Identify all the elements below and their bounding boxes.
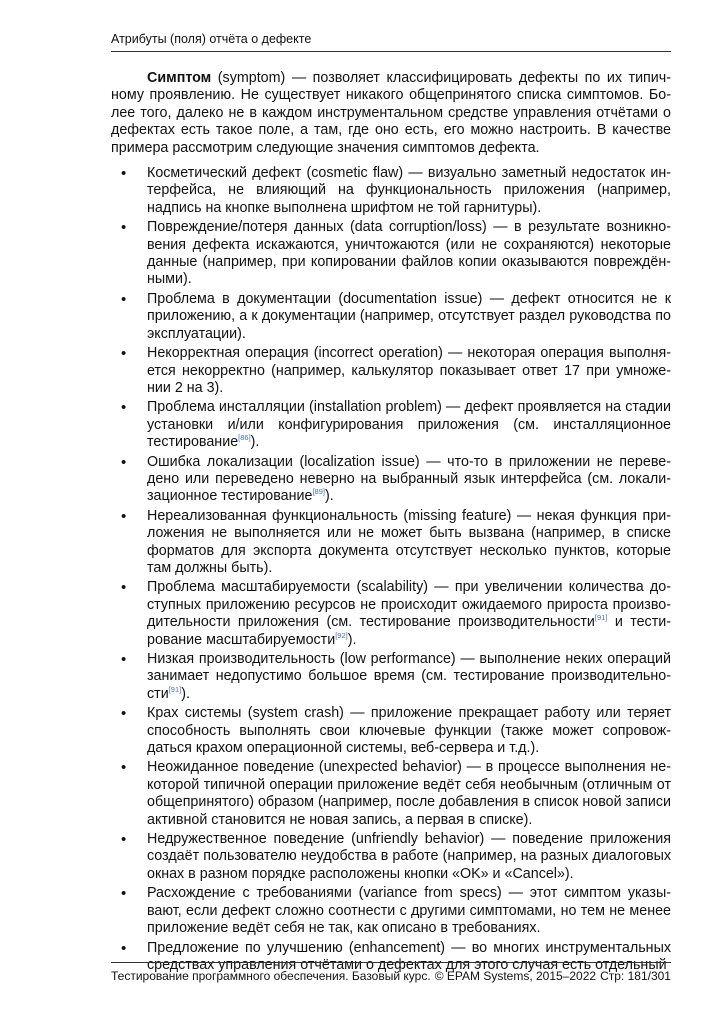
list-item: [111, 219, 671, 289]
list-item-text: Расхождение с требованиями (variance from specs) — этот симптом указывают, если дефект сложно соотнести с другими симптомами, но тем не менее приложение ведёт себя не так, как описано в требованиях.: [147, 885, 671, 937]
list-item: [111, 508, 671, 578]
footer-copyright: © EPAM Systems, 2015–2022: [434, 969, 597, 983]
list-item: [111, 705, 671, 757]
list-item-tail: ).: [181, 685, 190, 702]
list-item-text: Низкая производительность (low performance) — выполнение неких операций занимает недопустимо большое время (см. тестирование производительности: [147, 651, 671, 702]
list-item-text: Крах системы (system crash) — приложение прекращает работу или теряет способность выполнять свои ключевые функции (также может сопровождаться крахом операционной системы, веб-сервера и т.д.).: [147, 705, 671, 757]
list-item-text: Недружественное поведение (unfriendly behavior) — поведение приложения создаёт пользователю неудобства в работе (например, на разных диалоговых окнах в разном порядке расположены кнопки «OK» и «Cancel»).: [147, 831, 671, 882]
reference-link[interactable]: [92]: [335, 630, 348, 640]
list-item: [111, 831, 671, 883]
list-item-text: Проблема масштабируемости (scalability) — при увеличении количества доступных приложению ресурсов не происходит ожидаемого прироста производительности приложения (см. тестирование производительности: [147, 579, 671, 631]
list-item-text: Нереализованная функциональность (missing feature) — некая функция приложения не выполняется или не может быть вызвана (например, в списке форматов для экспорта документа отсутствует несколько пунктов, которые там должны быть).: [147, 507, 671, 576]
reference-link[interactable]: [89]: [312, 487, 325, 497]
list-item-tail: ).: [250, 434, 260, 451]
list-item-text: Предложение по улучшению (enhancement) — во многих инструментальных средствах управления отчётами о дефектах для этого случая есть отдельный: [147, 939, 671, 973]
page-footer: [111, 962, 671, 983]
list-item-tail: ).: [324, 488, 334, 505]
list-item: [111, 399, 671, 451]
list-item: [111, 165, 671, 217]
header-title: Атрибуты (поля) отчёта о дефекте: [111, 32, 312, 46]
footer-course: Тестирование программного обеспечения. Базовый курс.: [111, 969, 431, 983]
list-item: [111, 454, 671, 506]
list-item: [111, 759, 671, 829]
reference-link[interactable]: [91]: [594, 613, 608, 623]
list-item: [111, 345, 671, 397]
page-header: [111, 32, 671, 52]
page-content: [111, 70, 671, 976]
footer-page-number: Стр: 181/301: [600, 969, 671, 983]
list-item: [111, 579, 671, 649]
list-item-mid: и тестирование масштабируемости: [147, 614, 671, 648]
list-item-text: Неожиданное поведение (unexpected behavior) — в процессе выполнения некоторой типичной операции приложение ведёт себя необычным (отличным от общепринятого) образом (например, после добавления в список новой записи активной становится не новая запись, а первая в списке).: [147, 759, 671, 828]
list-item: [111, 885, 671, 937]
list-item-text: Косметический дефект (cosmetic flaw) — визуально заметный недостаток интерфейса, не влияющий на функциональность приложения (например, надпись на кнопке выполнена шрифтом не той гарнитуры).: [147, 165, 671, 216]
list-item: [111, 651, 671, 703]
list-item-text: Проблема инсталляции (installation problem) — дефект проявляется на стадии установки и/или конфигурирования приложения (см. инсталляционное тестирование: [147, 399, 671, 451]
reference-link[interactable]: [91]: [168, 685, 182, 695]
list-item-text: Ошибка локализации (localization issue) — что-то в приложении не переведено или переведено неверно на выбранный язык интерфейса (см. локализационное тестирование: [147, 453, 671, 505]
list-item-tail: ).: [347, 631, 357, 648]
intro-term: Симптом: [147, 70, 212, 86]
list-item: [111, 291, 671, 343]
reference-link[interactable]: [86]: [238, 433, 251, 443]
list-item-text: Некорректная операция (incorrect operation) — некоторая операция выполняется некорректно (например, калькулятор показывает ответ 17 при умножении 2 на 3).: [147, 345, 671, 396]
list-item-text: Проблема в документации (documentation issue) — дефект относится не к приложению, а к документации (например, отсутствует раздел руководства по эксплуатации).: [147, 290, 671, 342]
symptom-list: [111, 165, 671, 974]
intro-text: (symptom) — позволяет классифицировать дефекты по их типичному проявлению. Не существует никакого общепринятого списка симптомов. Более того, далеко не в каждом инструментальном средстве управления отчётами о дефектах есть такое поле, а там, где оно есть, его можно настроить. В качестве примера рассмотрим следующие значения симптомов дефекта.: [111, 70, 671, 156]
intro-paragraph: [111, 70, 671, 157]
list-item-text: Повреждение/потеря данных (data corruption/loss) — в результате возникновения дефекта искажаются, уничтожаются (или не сохраняются) некоторые данные (например, при копировании файлов копии оказываются повреждёнными).: [147, 219, 671, 288]
